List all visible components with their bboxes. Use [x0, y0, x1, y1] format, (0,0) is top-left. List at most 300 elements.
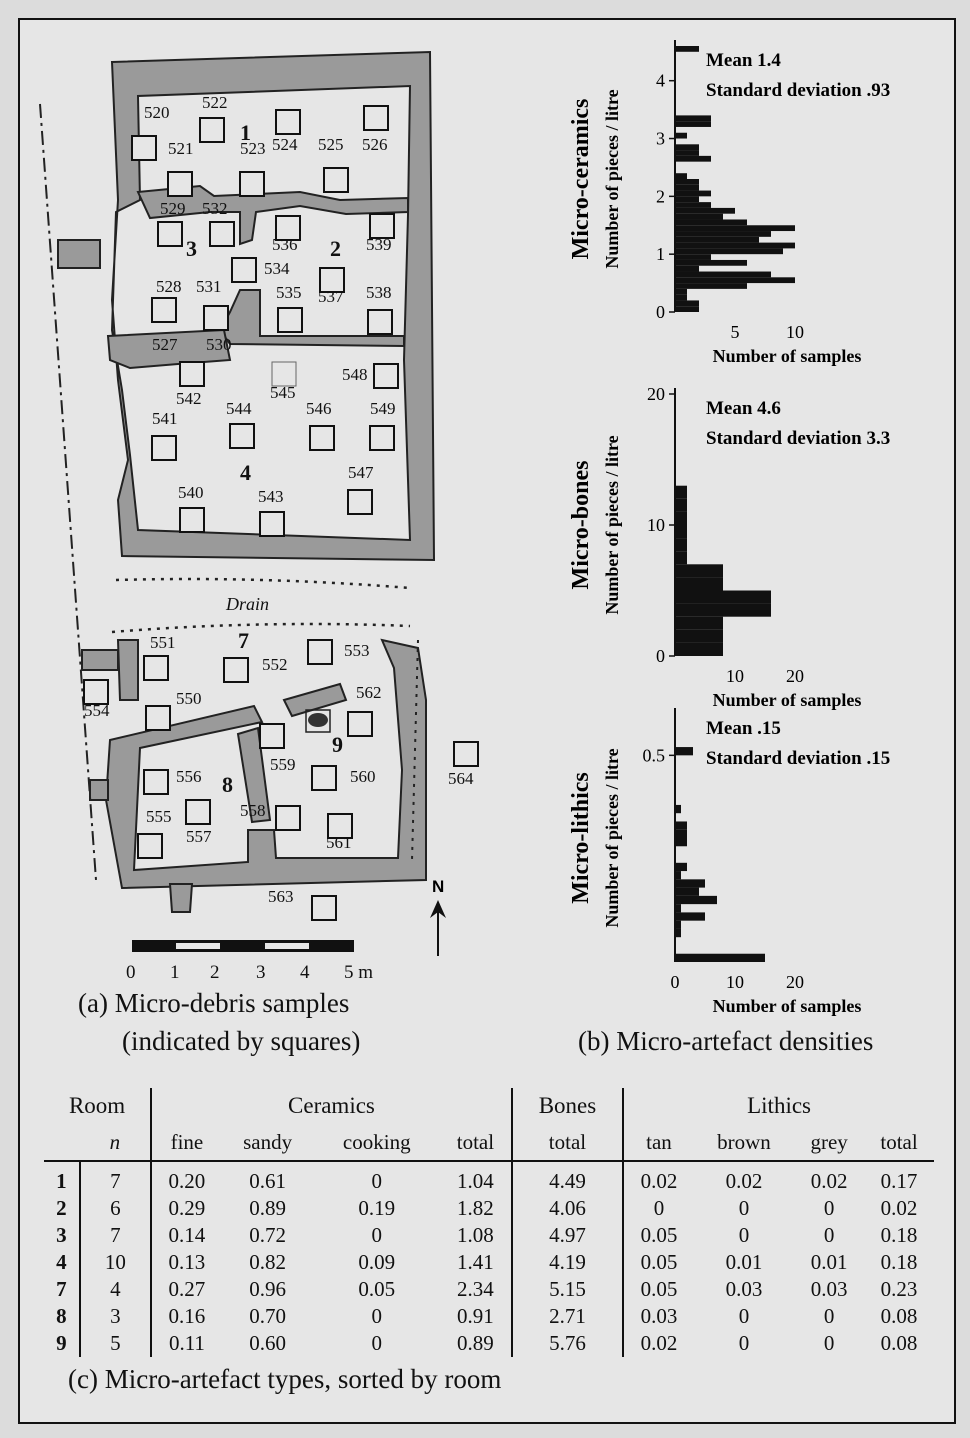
histogram-title: Micro-bones: [568, 460, 594, 590]
value-cell: 10: [80, 1249, 151, 1276]
histogram-bar: [675, 591, 771, 604]
sample-square: [368, 310, 392, 334]
histogram-bar: [675, 254, 711, 260]
histogram-bar: [675, 208, 735, 214]
value-cell: 0.72: [249, 1223, 286, 1247]
histogram-bar: [675, 499, 687, 512]
histogram-bar: [675, 46, 699, 52]
histogram-bar: [675, 115, 711, 121]
sample-label: 562: [356, 683, 382, 702]
sample-square: [158, 222, 182, 246]
value-cell: 0: [371, 1223, 382, 1247]
scale-label: 4: [300, 962, 310, 983]
sample-label: 556: [176, 767, 202, 786]
sample-square: [324, 168, 348, 192]
value-cell: 5.15: [512, 1276, 623, 1303]
histogram-bar: [675, 173, 687, 179]
subheader: grey: [794, 1124, 864, 1161]
value-cell: 0.23: [880, 1277, 918, 1301]
value-cell: 1.82: [457, 1196, 494, 1220]
histogram-ytick: 1: [656, 244, 665, 265]
sample-label: 532: [202, 199, 228, 218]
histogram-xtick: 20: [786, 666, 804, 686]
sample-square: [146, 706, 170, 730]
histogram-mean: Mean 4.6: [706, 398, 781, 419]
histogram-bar: [675, 604, 771, 617]
sample-square: [364, 106, 388, 130]
sample-label: 544: [226, 399, 252, 418]
histogram-bar: [675, 564, 723, 577]
subheader: brown: [694, 1124, 794, 1161]
value-cell: 0.02: [810, 1169, 848, 1193]
value-cell: 4.19: [512, 1249, 623, 1276]
value-cell: 0.05: [623, 1222, 694, 1249]
room-cell: 9: [56, 1331, 67, 1355]
value-cell: 1.08: [457, 1223, 494, 1247]
value-cell: 1.41: [457, 1250, 494, 1274]
histogram-bar: [675, 525, 687, 538]
histogram-bar: [675, 551, 687, 564]
histogram-ytick: 4: [656, 70, 665, 91]
value-cell: 4.49: [512, 1161, 623, 1195]
histogram-bar: [675, 272, 771, 278]
sample-square: [180, 362, 204, 386]
sample-square: [278, 308, 302, 332]
histogram-ytick: 20: [647, 384, 665, 404]
histogram-bar: [675, 306, 699, 312]
histogram-bar: [675, 185, 699, 191]
sample-square: [152, 298, 176, 322]
value-cell: 0.96: [249, 1277, 286, 1301]
histogram-bar: [675, 879, 705, 887]
boundary-line: [40, 104, 96, 880]
histogram-xtick: 10: [726, 666, 744, 686]
value-cell: 0.09: [358, 1250, 396, 1274]
table-row: [44, 1330, 934, 1357]
histogram-bar: [675, 929, 681, 937]
scale-label: 3: [256, 962, 266, 983]
histogram-bar: [675, 921, 681, 929]
value-cell: 0.13: [151, 1249, 222, 1276]
histogram-mean: Mean 1.4: [706, 50, 781, 71]
room-label: 3: [186, 236, 197, 261]
value-cell: 0.05: [358, 1277, 396, 1301]
value-cell: 0.16: [151, 1303, 222, 1330]
value-cell: 0.03: [725, 1277, 763, 1301]
value-cell: 0.03: [623, 1303, 694, 1330]
wall-room7-west: [82, 650, 118, 670]
sample-square: [276, 806, 300, 830]
sample-label: 546: [306, 399, 332, 418]
histogram-bar: [675, 191, 711, 197]
value-cell: 0: [738, 1196, 750, 1220]
histogram-bar: [675, 888, 699, 896]
histogram-ytick: 3: [656, 128, 665, 149]
value-cell: 0.02: [623, 1161, 694, 1195]
histogram-bar: [675, 219, 747, 225]
histogram-bar: [675, 512, 687, 525]
header-ceramics: Ceramics: [151, 1088, 512, 1124]
value-cell: 0: [738, 1304, 750, 1328]
sample-label: 559: [270, 755, 296, 774]
histogram-bar: [675, 896, 717, 904]
header-room: Room: [68, 1093, 126, 1118]
histogram-bar: [675, 805, 681, 813]
value-cell: 0.01: [725, 1250, 763, 1274]
value-cell: 0.18: [880, 1250, 918, 1274]
histogram-xtick: 0: [670, 972, 680, 992]
histogram-bar: [675, 266, 699, 272]
histogram-xtick: 20: [786, 972, 804, 992]
value-cell: 0.03: [810, 1277, 848, 1301]
histogram-bar: [675, 904, 681, 912]
histogram-bar: [675, 289, 687, 295]
north-label: N: [432, 877, 445, 896]
histogram-bar: [675, 538, 687, 551]
subheader: total: [864, 1124, 934, 1161]
sample-label: 557: [186, 827, 212, 846]
sample-square: [204, 306, 228, 330]
sample-square: [240, 172, 264, 196]
value-cell: 0.02: [725, 1169, 763, 1193]
sample-label: 539: [366, 235, 392, 254]
sample-label: 520: [144, 103, 170, 122]
value-cell: 0: [823, 1304, 835, 1328]
value-cell: 0: [623, 1195, 694, 1222]
histogram-bar: [675, 830, 687, 838]
histogram-bar: [675, 486, 687, 499]
sample-square: [374, 364, 398, 388]
scale-bar: [132, 940, 354, 952]
scale-label: 0: [126, 962, 136, 983]
histogram-bar: [675, 225, 795, 231]
sample-label: 560: [350, 767, 376, 786]
sample-label: 547: [348, 463, 374, 482]
sample-label: 548: [342, 365, 368, 384]
sample-label: 554: [84, 701, 110, 720]
value-cell: 0.08: [880, 1331, 918, 1355]
value-cell: 0.05: [623, 1276, 694, 1303]
histogram-bar: [675, 747, 693, 755]
value-cell: 0.91: [457, 1304, 494, 1328]
value-cell: 0: [823, 1196, 835, 1220]
sample-label: 555: [146, 807, 172, 826]
table-caption: (c) Micro-artefact types, sorted by room: [68, 1364, 502, 1394]
value-cell: 0: [823, 1331, 835, 1355]
histogram-bar: [675, 156, 711, 162]
histogram-bar: [675, 300, 699, 306]
sample-label: 525: [318, 135, 344, 154]
sample-label: 526: [362, 135, 388, 154]
histogram-bar: [675, 630, 723, 643]
sample-square: [308, 640, 332, 664]
room-cell: 4: [56, 1250, 67, 1274]
room-cell: 3: [56, 1223, 67, 1247]
histogram-ytick: 0: [656, 646, 665, 666]
histogram-xlabel: Number of samples: [712, 690, 862, 710]
histogram-bar: [675, 577, 723, 590]
sample-label: 543: [258, 487, 284, 506]
scale-label: 2: [210, 962, 220, 983]
histogram-bar: [675, 121, 711, 127]
histogram-title: Micro-lithics: [568, 772, 594, 904]
value-cell: 0.17: [880, 1169, 918, 1193]
value-cell: 0.70: [249, 1304, 286, 1328]
value-cell: 0.02: [880, 1196, 918, 1220]
value-cell: 0: [371, 1304, 382, 1328]
histogram-micro-bones: [560, 372, 940, 712]
histogram-xtick: 10: [786, 322, 804, 342]
histogram-bar: [675, 133, 687, 139]
sample-square: [152, 436, 176, 460]
sample-label: 527: [152, 335, 178, 354]
sample-square: [132, 136, 156, 160]
value-cell: 7: [80, 1222, 151, 1249]
drain-line-north: [116, 579, 410, 588]
value-cell: 6: [80, 1195, 151, 1222]
subheader: cooking: [313, 1124, 440, 1161]
subheader: n: [80, 1124, 151, 1161]
room-label: 9: [332, 732, 343, 757]
value-cell: 0.14: [151, 1222, 222, 1249]
header-lithics: Lithics: [623, 1088, 934, 1124]
sample-label: 521: [168, 139, 194, 158]
value-cell: 0.18: [880, 1223, 918, 1247]
sample-square: [144, 656, 168, 680]
value-cell: 0: [371, 1331, 382, 1355]
histogram-xlabel: Number of samples: [712, 996, 862, 1016]
sample-label: 536: [272, 235, 298, 254]
sample-square: [312, 766, 336, 790]
value-cell: 0: [823, 1223, 835, 1247]
value-cell: 2.34: [457, 1277, 494, 1301]
histogram-bar: [675, 871, 681, 879]
sample-square: [348, 712, 372, 736]
sample-label: 563: [268, 887, 294, 906]
histogram-micro-ceramics: [560, 30, 940, 370]
histogram-bar: [675, 277, 795, 283]
map-caption-line1: (a) Micro-debris samples: [78, 988, 350, 1018]
room-label: 8: [222, 772, 233, 797]
value-cell: 5.76: [512, 1330, 623, 1357]
sample-label: 545: [270, 383, 296, 402]
value-cell: 0.19: [358, 1196, 396, 1220]
value-cell: 0.02: [623, 1330, 694, 1357]
sample-square: [454, 742, 478, 766]
histogram-ytick: 0: [656, 302, 665, 322]
sample-label: 552: [262, 655, 288, 674]
sample-square: [186, 800, 210, 824]
value-cell: 0.82: [249, 1250, 286, 1274]
value-cell: 0.27: [151, 1276, 222, 1303]
room-label: 2: [330, 236, 341, 261]
value-cell: 0.60: [249, 1331, 286, 1355]
histogram-bar: [675, 144, 699, 150]
sample-label: 549: [370, 399, 396, 418]
sample-label: 540: [178, 483, 204, 502]
value-cell: 0: [738, 1223, 750, 1247]
sample-label: 564: [448, 769, 474, 788]
room-cell: 2: [56, 1196, 67, 1220]
sample-square: [370, 426, 394, 450]
histogram-ylabel: Number of pieces / litre: [602, 89, 622, 269]
data-table: [44, 1088, 934, 1357]
histogram-ytick: 10: [647, 515, 665, 535]
sample-square: [200, 118, 224, 142]
value-cell: 0.89: [249, 1196, 286, 1220]
wall-west-stub: [90, 780, 108, 800]
sample-label: 531: [196, 277, 222, 296]
sample-square: [144, 770, 168, 794]
histogram-bar: [675, 863, 687, 871]
sample-label: 551: [150, 633, 176, 652]
room-cell: 7: [56, 1277, 67, 1301]
table-row: [44, 1303, 934, 1330]
sample-label: 553: [344, 641, 370, 660]
histogram-bar: [675, 260, 747, 266]
value-cell: 2.71: [512, 1303, 623, 1330]
histogram-bar: [675, 295, 687, 301]
histogram-caption: (b) Micro-artefact densities: [578, 1026, 874, 1056]
wall-pier-551: [118, 640, 138, 700]
table-row: [44, 1161, 934, 1195]
value-cell: 3: [80, 1303, 151, 1330]
value-cell: 1.04: [457, 1169, 494, 1193]
histogram-sd: Standard deviation .15: [706, 748, 891, 769]
wall-room9-fixture: [284, 684, 346, 716]
histogram-bar: [675, 237, 759, 243]
table-row: [44, 1249, 934, 1276]
subheader: tan: [623, 1124, 694, 1161]
wall-west-pier: [58, 240, 100, 268]
histogram-bar: [675, 150, 699, 156]
histogram-ytick: 2: [656, 186, 665, 207]
sample-label: 522: [202, 93, 228, 112]
value-cell: 7: [80, 1161, 151, 1195]
value-cell: 4: [80, 1276, 151, 1303]
room-label: 4: [240, 460, 251, 485]
table-row: [44, 1195, 934, 1222]
histogram-bar: [675, 912, 705, 920]
table-row: [44, 1222, 934, 1249]
header-bones: Bones: [512, 1088, 623, 1124]
sample-square: [260, 724, 284, 748]
value-cell: 0: [738, 1331, 750, 1355]
histogram-ylabel: Number of pieces / litre: [602, 435, 622, 615]
histogram-xtick: 5: [730, 322, 740, 342]
north-arrow-icon: [430, 877, 446, 956]
value-cell: 0.29: [151, 1195, 222, 1222]
room-cell: 1: [56, 1169, 67, 1193]
sample-square: [310, 426, 334, 450]
sample-label: 535: [276, 283, 302, 302]
histogram-xlabel: Number of samples: [712, 346, 862, 366]
subheader: total: [440, 1124, 512, 1161]
value-cell: 5: [80, 1330, 151, 1357]
sample-label: 538: [366, 283, 392, 302]
histogram-bar: [675, 617, 723, 630]
histogram-micro-lithics: [560, 690, 940, 1020]
sample-square: [168, 172, 192, 196]
value-cell: 0.05: [623, 1249, 694, 1276]
histogram-bar: [675, 954, 765, 962]
sample-square: [224, 658, 248, 682]
room-label: 1: [240, 120, 251, 145]
subheader: total: [512, 1124, 623, 1161]
site-plan: [0, 0, 560, 1080]
value-cell: 0.08: [880, 1304, 918, 1328]
wall-south-stub: [170, 884, 192, 912]
scale-label: 1: [170, 962, 180, 983]
sample-label: 541: [152, 409, 178, 428]
sample-square: [138, 834, 162, 858]
subheader: fine: [151, 1124, 222, 1161]
value-cell: 0: [371, 1169, 382, 1193]
scale-label: 5 m: [344, 962, 374, 983]
sample-square: [230, 424, 254, 448]
histogram-bar: [675, 643, 723, 656]
sample-label: 528: [156, 277, 182, 296]
value-cell: 0.11: [151, 1330, 222, 1357]
drain-label: Drain: [226, 594, 270, 614]
histogram-bar: [675, 214, 723, 220]
sample-square: [232, 258, 256, 282]
basin: [308, 713, 328, 727]
value-cell: 4.97: [512, 1222, 623, 1249]
sample-square: [348, 490, 372, 514]
table-row: [44, 1276, 934, 1303]
value-cell: 0.20: [151, 1161, 222, 1195]
histogram-bar: [675, 179, 699, 185]
value-cell: 0.01: [810, 1250, 848, 1274]
histogram-bar: [675, 821, 687, 829]
histogram-xtick: 10: [726, 972, 744, 992]
room-label: 7: [238, 628, 249, 653]
sample-label: 558: [240, 801, 266, 820]
sample-square: [210, 222, 234, 246]
sample-label: 537: [318, 287, 344, 306]
value-cell: 0.89: [457, 1331, 494, 1355]
histogram-bar: [675, 202, 711, 208]
value-cell: 0.61: [249, 1169, 286, 1193]
histogram-sd: Standard deviation .93: [706, 80, 891, 101]
sample-square: [312, 896, 336, 920]
sample-label: 523: [240, 139, 266, 158]
sample-square: [276, 110, 300, 134]
drain-line-south: [112, 624, 410, 632]
sample-label: 561: [326, 833, 352, 852]
histogram-ylabel: Number of pieces / litre: [602, 748, 622, 928]
histogram-bar: [675, 283, 747, 289]
value-cell: 4.06: [512, 1195, 623, 1222]
sample-label: 530: [206, 335, 232, 354]
histogram-sd: Standard deviation 3.3: [706, 428, 891, 449]
histogram-bar: [675, 196, 699, 202]
map-caption-line2: (indicated by squares): [122, 1026, 361, 1056]
sample-square: [260, 512, 284, 536]
room-cell: 8: [56, 1304, 67, 1328]
sample-label: 524: [272, 135, 298, 154]
histogram-ytick: 0.5: [642, 745, 665, 766]
histogram-bar: [675, 231, 771, 237]
sample-label: 529: [160, 199, 186, 218]
histogram-bar: [675, 838, 687, 846]
subheader: sandy: [222, 1124, 314, 1161]
histogram-title: Micro-ceramics: [568, 98, 594, 260]
sample-label: 550: [176, 689, 202, 708]
sample-label: 542: [176, 389, 202, 408]
histogram-bar: [675, 243, 795, 249]
